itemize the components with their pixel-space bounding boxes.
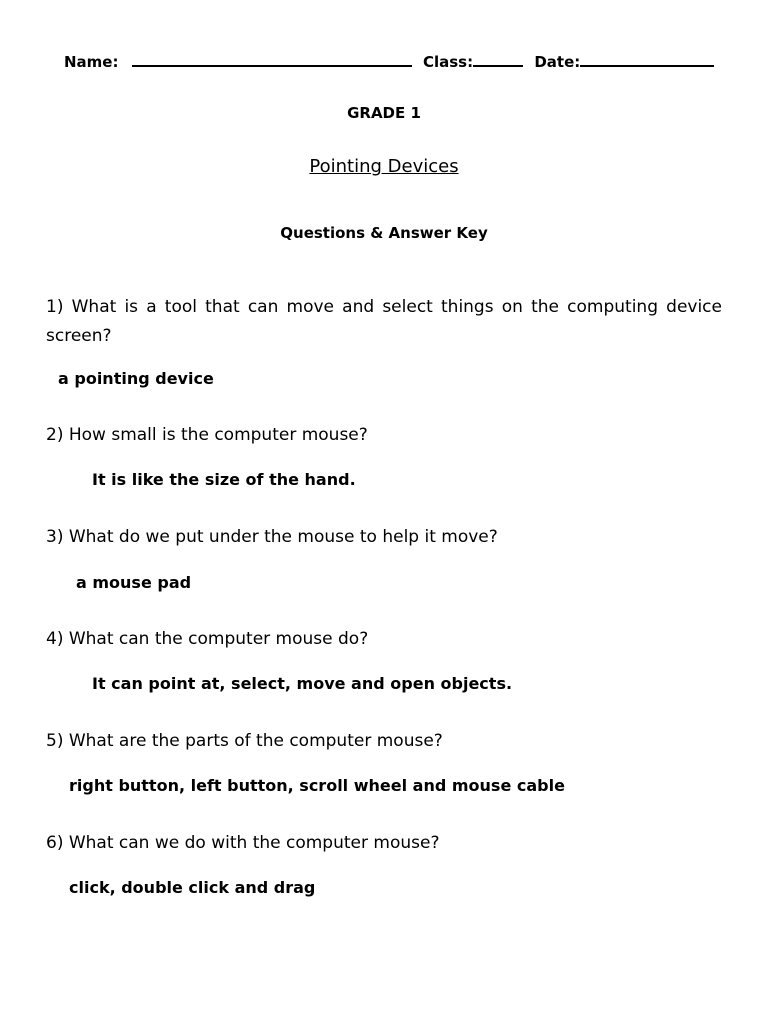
- question-4: 4) What can the computer mouse do?: [46, 629, 369, 649]
- answer-4: It can point at, select, move and open objects.: [92, 674, 513, 693]
- grade-heading: GRADE 1: [347, 104, 421, 122]
- class-blank: [473, 53, 523, 67]
- answer-5: right button, left button, scroll wheel and mouse cable: [69, 776, 565, 795]
- question-3: 3) What do we put under the mouse to help it move?: [46, 527, 498, 547]
- question-2: 2) How small is the computer mouse?: [46, 425, 368, 445]
- question-1: 1) What is a tool that can move and select things on the computing device screen?: [46, 297, 722, 346]
- name-label: Name:: [64, 53, 119, 71]
- answer-6: click, double click and drag: [69, 878, 316, 897]
- date-label: Date:: [534, 53, 581, 71]
- class-label: Class:: [422, 53, 474, 71]
- question-5: 5) What are the parts of the computer mouse?: [46, 731, 443, 751]
- answer-1: a pointing device: [58, 369, 214, 388]
- name-blank: [132, 53, 412, 67]
- question-6: 6) What can we do with the computer mouse?: [46, 833, 440, 853]
- page-title: Pointing Devices: [309, 156, 459, 177]
- answer-3: a mouse pad: [76, 573, 192, 592]
- subtitle: Questions & Answer Key: [280, 224, 488, 242]
- header-fields: [64, 53, 714, 71]
- answer-2: It is like the size of the hand.: [92, 470, 356, 489]
- date-blank: [580, 53, 714, 67]
